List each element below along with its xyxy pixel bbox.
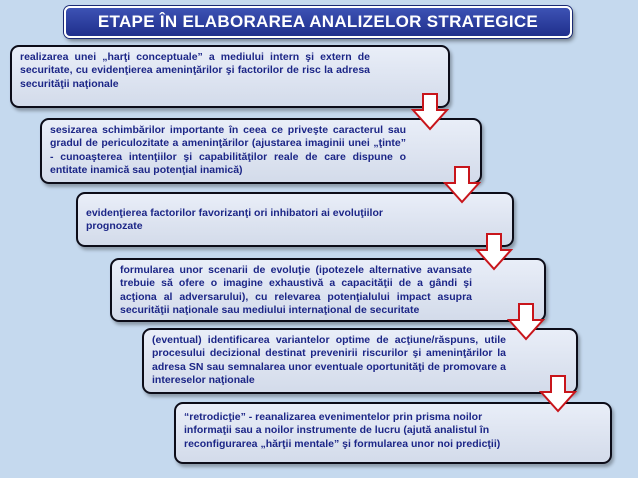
- down-arrow-icon: [507, 303, 545, 341]
- step-1-box: [10, 45, 450, 108]
- down-arrow-icon: [475, 233, 513, 271]
- page-title: ETAPE ÎN ELABORAREA ANALIZELOR STRATEGICE: [64, 6, 572, 38]
- step-6-text: “retrodicţie” - reanalizarea evenimentelor prin prisma noilor informaţii sau a noilor instrumente de lucru (ajută analistul în reconfigurarea „hărţii mentale” şi formularea unor noi predicţii): [184, 411, 501, 450]
- down-arrow-icon: [539, 375, 577, 413]
- step-3-text: evidenţierea factorilor favorizanţi ori inhibatori ai evoluţiilor prognozate: [86, 207, 383, 233]
- step-5-text: (eventual) identificarea variantelor optime de acţiune/răspuns, utile procesului decizional destinat prevenirii riscurilor şi ameninţărilor la adresa SN sau semnalarea unor eventuale oportunităţi de promovare a intereselor naţionale: [152, 334, 506, 386]
- down-arrow-icon: [443, 166, 481, 204]
- step-2-text: sesizarea schimbărilor importante în ceea ce priveşte caracterul sau gradul de periculozitate a ameninţărilor (ajustarea imaginii unei „ţinte” - cunoaşterea intenţiilor şi capabilităţilor reale de care dispune o entitate inamică sau potenţial inamică): [50, 124, 406, 176]
- down-arrow-icon: [411, 93, 449, 131]
- step-4-text: formularea unor scenarii de evoluţie (ipotezele alternative avansate trebuie să ofere o imagine exhaustivă a capacităţii de a gândi şi acţiona al adversarului), cu relevarea potenţialului impact asupra securităţii naţionale sau mediului internaţional de securitate: [120, 264, 472, 316]
- step-1-text: realizarea unei „harţi conceptuale” a mediului intern şi extern de securitate, cu evidenţierea ameninţărilor şi factorilor de risc la adresa securităţii naţionale: [20, 51, 370, 90]
